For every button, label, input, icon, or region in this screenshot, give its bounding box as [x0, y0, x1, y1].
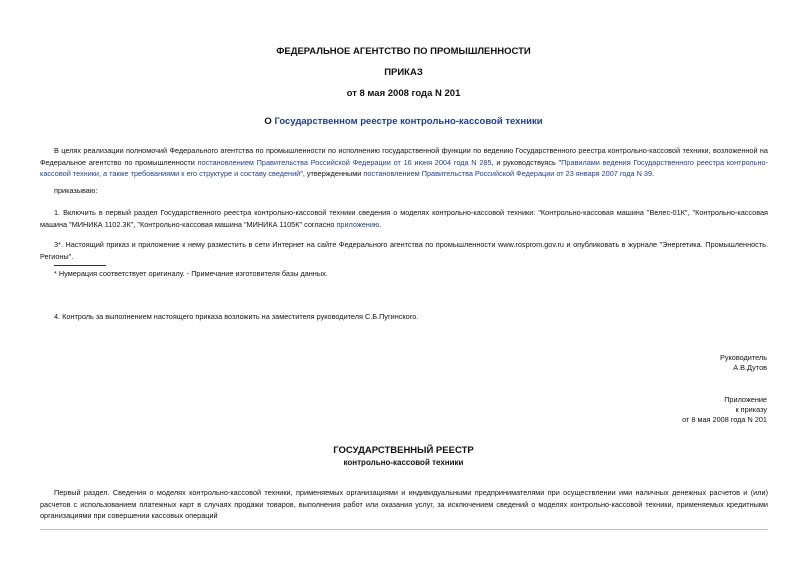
signature-role: Руководитель — [719, 353, 767, 362]
appendix-line-3: от 8 мая 2008 года N 201 — [682, 415, 767, 424]
registry-title: ГОСУДАРСТВЕННЫЙ РЕЕСТР — [333, 445, 474, 456]
footnote: * Нумерация соответствует оригиналу. - Примечание изготовителя базы данных. — [54, 269, 328, 278]
registry-section-1: Первый раздел. Сведения о моделях контрольно-кассовой техники, применяемых организациями и индивидуальными предпринимателями при осуществлении ими наличных денежных расчетов и (или) расчетов с использованием платежных карт в случаях продажи товаров, выполнения работ или оказания услуг, за исключением сведений о моделях контрольно-кассовой техники, применяемых кредитными организациями при совершении кассовых операций — [40, 488, 768, 520]
preamble-paragraph — [40, 145, 768, 180]
item-1-end: . — [379, 219, 382, 229]
resolution-39-link[interactable]: постановлением Правительства Российской Федерации от 23 января 2007 года N 39 — [363, 169, 653, 178]
signature-block — [720, 353, 767, 373]
document-title — [0, 116, 807, 127]
agency-heading: ФЕДЕРАЛЬНОЕ АГЕНТСТВО ПО ПРОМЫШЛЕННОСТИ — [276, 46, 531, 57]
title-prefix: О — [264, 116, 275, 127]
item-1-paragraph — [40, 207, 768, 230]
resolution-285-link[interactable]: постановлением Правительства Российской Федерации от 16 июня 2004 года N 285 — [197, 157, 492, 167]
page-bottom-rule — [40, 529, 768, 530]
doc-type-heading: ПРИКАЗ — [384, 67, 423, 78]
preamble-text-4: . — [652, 169, 655, 178]
title-link[interactable]: Государственном реестре контрольно-кассовой техники — [274, 116, 543, 127]
item-3-paragraph: 3*. Настоящий приказ и приложение к нему разместить в сети Интернет на сайте Федерального агентства по промышленности www.rosprom.gov.ru и опубликовать в журнале "Энергетика. Промышленность. Регионы". — [40, 240, 768, 261]
registry-subtitle: контрольно-кассовой техники — [343, 458, 464, 467]
date-heading: от 8 мая 2008 года N 201 — [346, 88, 461, 99]
footnote-divider — [54, 265, 106, 266]
preamble-text-2: , и руководствуясь " — [491, 157, 562, 167]
item-4-paragraph: 4. Контроль за выполнением настоящего приказа возложить на заместителя руководителя С.Б.Пугинского. — [54, 312, 419, 321]
appendix-line-2: к приказу — [735, 405, 767, 414]
preamble-text-1: В целях реализации полномочий Федерального агентства по промышленности по исполнению государственной функции по ведению Государственного реестра контрольно-кассовой техники, возложенной на Федеральное агентство по промышленности — [40, 146, 768, 167]
appendix-link[interactable]: приложению — [336, 219, 380, 229]
preamble-text-3: ", утвержденными — [300, 169, 364, 178]
registry-rules-link[interactable]: Правилами ведения Государственного реестра контрольно-кассовой техники, а также требованиями к его структуре и составу сведений — [40, 157, 769, 178]
appendix-block — [682, 395, 767, 425]
appendix-line-1: Приложение — [724, 395, 767, 404]
item-1-text: 1. Включить в первый раздел Государственного реестра контрольно-кассовой техники сведения о моделях контрольно-кассовой техники: "Контрольно-кассовая машина "Велес-01К", "Контрольно-кассовая машина "МИНИКА 1102.3К", "Контрольно-кассовая машина "МИНИКА 1105К" согласно — [40, 208, 768, 229]
order-word: приказываю: — [54, 186, 98, 195]
signature-name: А.В.Дутов — [733, 363, 767, 372]
